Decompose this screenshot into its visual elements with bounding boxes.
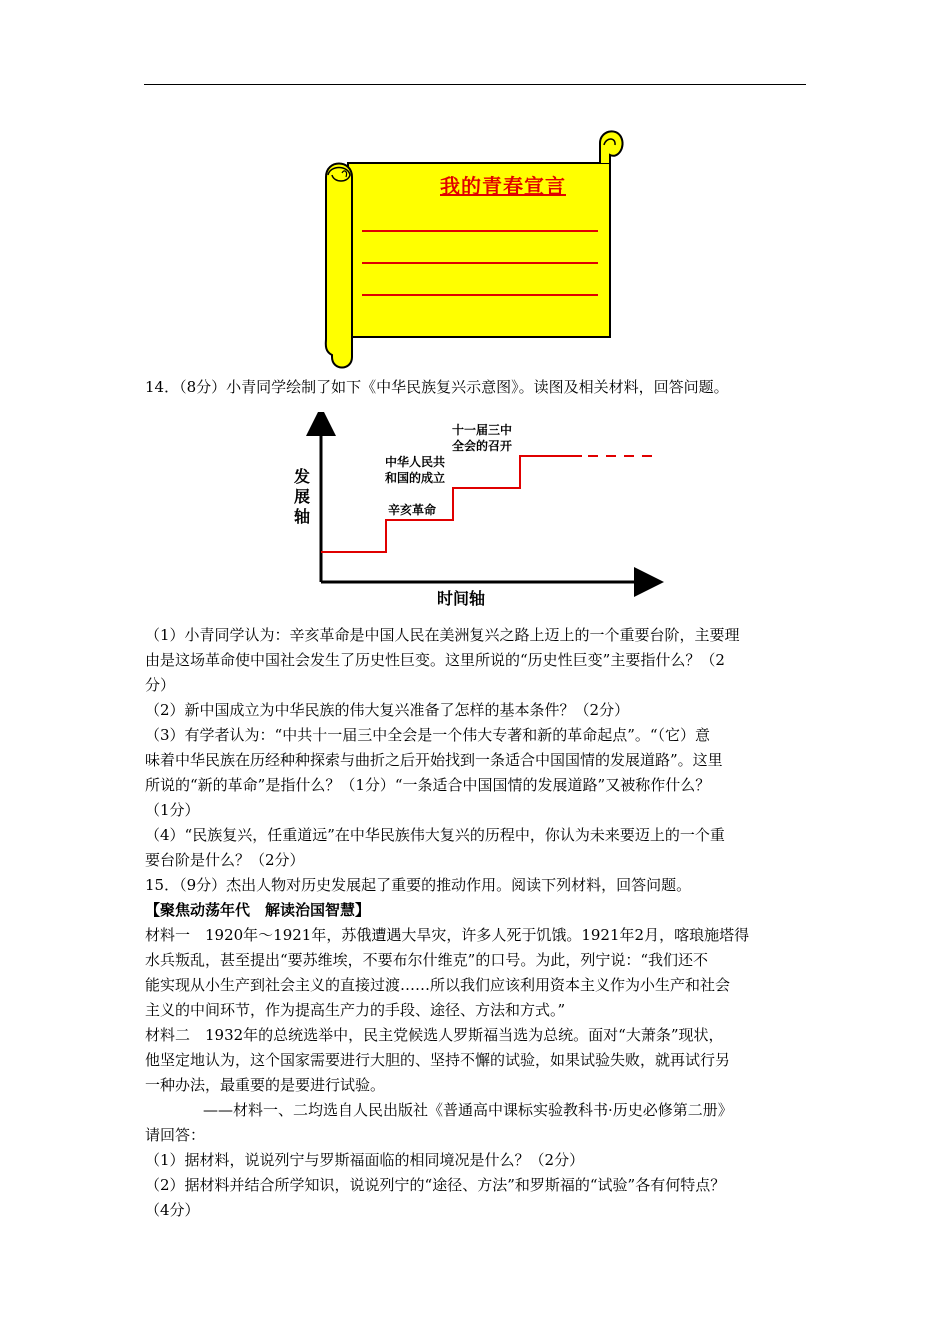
q14-intro-block [145, 375, 810, 400]
q15-intro: 15．（9分）杰出人物对历史发展起了重要的推动作用。阅读下列材料，回答问题。 [145, 876, 692, 894]
scroll-graphic [318, 125, 630, 370]
q14-p1-line: （1）小青同学认为：辛亥革命是中国人民在美洲复兴之路上迈上的一个重要台阶，主要理 [145, 626, 740, 644]
q14-p1-line: 分） [145, 676, 176, 694]
q15-heading: 【聚焦动荡年代 解读治国智慧】 [145, 901, 371, 919]
scroll-left-roll [326, 164, 352, 368]
q14-p3-line: （1分） [145, 801, 200, 819]
q14-subquestions [145, 623, 810, 1223]
q15-m1-line: 主义的中间环节，作为提高生产力的手段、途径、方法和方式。” [145, 1001, 566, 1019]
step-label: 全会的召开 [451, 439, 513, 453]
step-label: 辛亥革命 [387, 503, 437, 517]
q15-s1: （1）据材料，说说列宁与罗斯福面临的相同境况是什么？（2分） [145, 1151, 585, 1169]
q15-m2-line: 一种办法，最重要的是要进行试验。 [145, 1076, 386, 1094]
y-axis-label-1: 发 [293, 467, 311, 486]
q14-p3-line: 味着中华民族在历经种种探索与曲折之后开始找到一条适合中国国情的发展道路”。这里 [145, 751, 723, 769]
q15-s2-line: （4分） [145, 1201, 200, 1219]
step-label: 十一届三中 [451, 423, 513, 437]
q14-p3-line: （3）有学者认为：“中共十一届三中全会是一个伟大专著和新的革命起点”。“（它）意 [145, 726, 711, 744]
q15-s2-line: （2）据材料并结合所学知识，说说列宁的“途径、方法”和罗斯福的“试验”各有何特点？ [145, 1176, 726, 1194]
q15-ask: 请回答： [145, 1126, 206, 1144]
scroll-top-curl [600, 131, 623, 163]
q14-p4-line: （4）“民族复兴，任重道远”在中华民族伟大复兴的历程中，你认为未来要迈上的一个重 [145, 826, 725, 844]
q15-m1-line: 能实现从小生产到社会主义的直接过渡……所以我们应该利用资本主义作为小生产和社会 [145, 976, 731, 994]
q14-p2: （2）新中国成立为中华民族的伟大复兴准备了怎样的基本条件？（2分） [145, 701, 630, 719]
q14-p3-line: 所说的“新的革命”是指什么？（1分）“一条适合中国国情的发展道路”又被称作什么？ [145, 776, 711, 794]
step-label-group [385, 422, 512, 517]
q15-m2-line: 材料二 1932年的总统选举中，民主党候选人罗斯福当选为总统。面对“大萧条”现状， [145, 1026, 724, 1044]
q15-m2-line: 他坚定地认为，这个国家需要进行大胆的、坚持不懈的试验，如果试验失败，就再试行另 [145, 1051, 731, 1069]
q14-p1-line: 由是这场革命使中国社会发生了历史性巨变。这里所说的“历史性巨变”主要指什么？（2 [145, 651, 725, 669]
y-axis-label-2: 展 [293, 487, 311, 506]
scroll-bottom-curl [352, 337, 620, 351]
revival-chart-svg [280, 412, 680, 612]
q14-p4-line: 要台阶是什么？（2分） [145, 851, 305, 869]
youth-declaration-scroll [318, 125, 630, 370]
q15-m1-line: 水兵叛乱，甚至提出“要苏维埃，不要布尔什维克”的口号。为此，列宁说：“我们还不 [145, 951, 709, 969]
step-label: 和国的成立 [384, 471, 446, 485]
y-axis-label-3: 轴 [293, 507, 311, 526]
q15-m1-line: 材料一 1920年～1921年，苏俄遭遇大旱灾，许多人死于饥饿。1921年2月，喀琅施塔得 [145, 926, 750, 944]
step-label: 中华人民共 [384, 455, 446, 469]
scroll-title: 我的青春宣言 [440, 174, 566, 198]
revival-chart [280, 412, 680, 612]
header-rule [144, 84, 806, 85]
x-axis-label: 时间轴 [436, 589, 486, 608]
q15-source: ——材料一、二均选自人民出版社《普通高中课标实验教科书·历史必修第二册》 [203, 1101, 733, 1119]
q14-intro: 14．（8分）小青同学绘制了如下《中华民族复兴示意图》。读图及相关材料，回答问题。 [145, 378, 729, 396]
step-line-group [321, 456, 652, 552]
development-step-line [321, 456, 582, 552]
